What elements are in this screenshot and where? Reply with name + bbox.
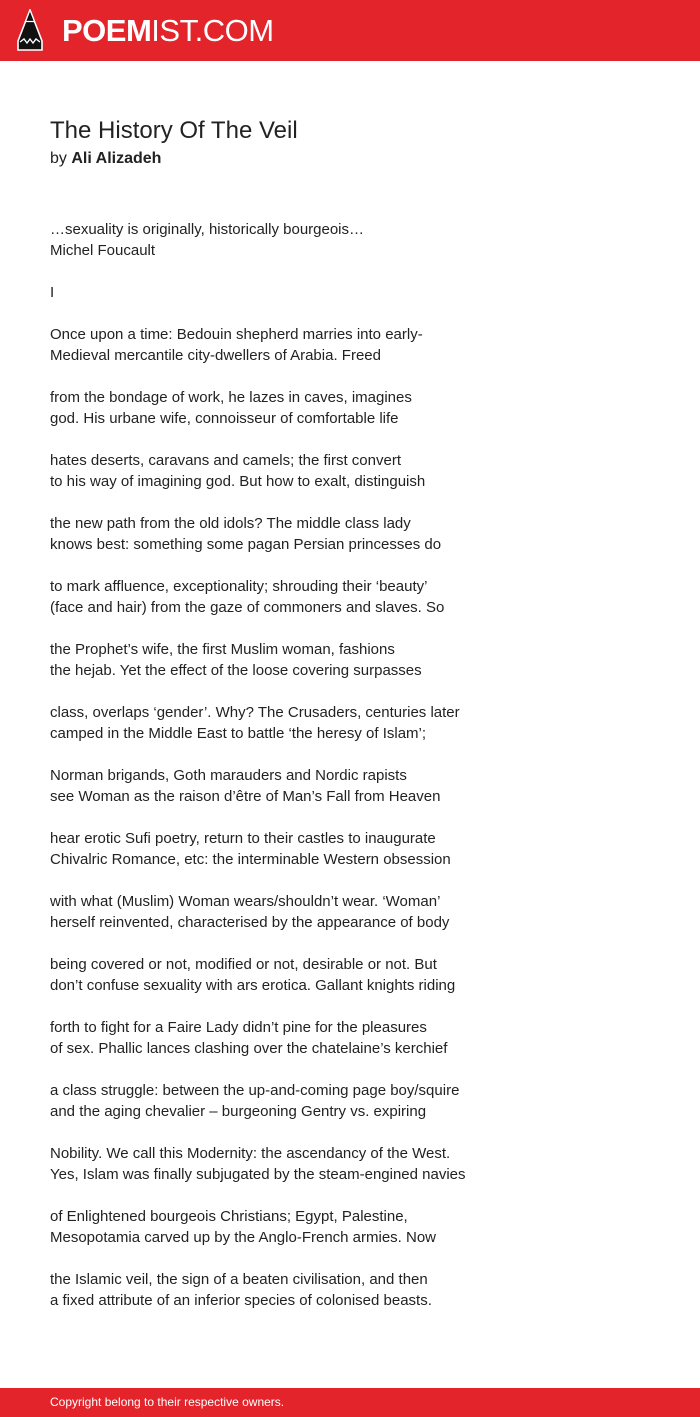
logo-text-bold: POEM: [62, 13, 152, 48]
poem-line: Norman brigands, Goth marauders and Nordic rapists: [50, 767, 407, 784]
poem-line: Once upon a time: Bedouin shepherd marries into early-: [50, 326, 423, 343]
poem-line: …sexuality is originally, historically bourgeois…: [50, 221, 365, 238]
stanza-break: [50, 366, 670, 387]
stanza-break: [50, 1185, 670, 1206]
poem-line: a fixed attribute of an inferior species of colonised beasts.: [50, 1292, 432, 1309]
copyright-text: Copyright belong to their respective owners.: [50, 1395, 285, 1409]
stanza-break: [50, 618, 670, 639]
poem-line: see Woman as the raison d’être of Man’s Fall from Heaven: [50, 788, 441, 805]
site-logo[interactable]: [62, 11, 274, 51]
poem-line: with what (Muslim) Woman wears/shouldn’t wear. ‘Woman’: [50, 893, 441, 910]
stanza-break: [50, 807, 670, 828]
poem-line: a class struggle: between the up-and-coming page boy/squire: [50, 1082, 460, 1099]
poem-line: (face and hair) from the gaze of commoners and slaves. So: [50, 599, 445, 616]
poem-line: Mesopotamia carved up by the Anglo-French armies. Now: [50, 1229, 437, 1246]
poem-line: knows best: something some pagan Persian princesses do: [50, 536, 442, 553]
poem-body: [50, 219, 670, 1311]
logo-text-light: IST.COM: [151, 13, 274, 48]
stanza-break: [50, 303, 670, 324]
poem-line: camped in the Middle East to battle ‘the heresy of Islam’;: [50, 725, 427, 742]
poem-line: to his way of imagining god. But how to exalt, distinguish: [50, 473, 426, 490]
poem-line: I: [50, 284, 55, 301]
stanza-break: [50, 1122, 670, 1143]
poem-line: Chivalric Romance, etc: the interminable Western obsession: [50, 851, 451, 868]
byline-prefix: by: [50, 150, 67, 167]
byline: [50, 148, 161, 170]
stanza-break: [50, 744, 670, 765]
poem-line: of Enlightened bourgeois Christians; Egypt, Palestine,: [50, 1208, 408, 1225]
poem-line: class, overlaps ‘gender’. Why? The Crusaders, centuries later: [50, 704, 460, 721]
poem-line: the hejab. Yet the effect of the loose covering surpasses: [50, 662, 422, 679]
poem-line: Michel Foucault: [50, 242, 156, 259]
stanza-break: [50, 996, 670, 1017]
poem-line: the Prophet’s wife, the first Muslim woman, fashions: [50, 641, 395, 658]
poem-line: hates deserts, caravans and camels; the first convert: [50, 452, 401, 469]
stanza-break: [50, 1059, 670, 1080]
stanza-break: [50, 429, 670, 450]
poem-line: herself reinvented, characterised by the appearance of body: [50, 914, 450, 931]
stanza-break: [50, 261, 670, 282]
poem-line: don’t confuse sexuality with ars erotica. Gallant knights riding: [50, 977, 456, 994]
poem-line: god. His urbane wife, connoisseur of comfortable life: [50, 410, 399, 427]
poem-line: hear erotic Sufi poetry, return to their castles to inaugurate: [50, 830, 436, 847]
poem-title: The History Of The Veil: [50, 117, 298, 144]
stanza-break: [50, 492, 670, 513]
poem-line: forth to fight for a Faire Lady didn’t pine for the pleasures: [50, 1019, 427, 1036]
poem-line: the Islamic veil, the sign of a beaten civilisation, and then: [50, 1271, 428, 1288]
site-header: [0, 0, 700, 61]
poem-line: and the aging chevalier – burgeoning Gentry vs. expiring: [50, 1103, 427, 1120]
poem-line: the new path from the old idols? The middle class lady: [50, 515, 411, 532]
poem-line: from the bondage of work, he lazes in caves, imagines: [50, 389, 412, 406]
site-footer: [0, 1388, 700, 1417]
pencil-logo-icon[interactable]: [17, 9, 43, 51]
author-name: Ali Alizadeh: [71, 150, 162, 167]
stanza-break: [50, 933, 670, 954]
poem-line: of sex. Phallic lances clashing over the chatelaine’s kerchief: [50, 1040, 448, 1057]
stanza-break: [50, 555, 670, 576]
poem-line: Nobility. We call this Modernity: the ascendancy of the West.: [50, 1145, 451, 1162]
poem-line: being covered or not, modified or not, desirable or not. But: [50, 956, 437, 973]
stanza-break: [50, 681, 670, 702]
poem-line: to mark affluence, exceptionality; shrouding their ‘beauty’: [50, 578, 428, 595]
stanza-break: [50, 1248, 670, 1269]
poem-line: Yes, Islam was finally subjugated by the steam-engined navies: [50, 1166, 466, 1183]
stanza-break: [50, 870, 670, 891]
poem-line: Medieval mercantile city-dwellers of Arabia. Freed: [50, 347, 381, 364]
